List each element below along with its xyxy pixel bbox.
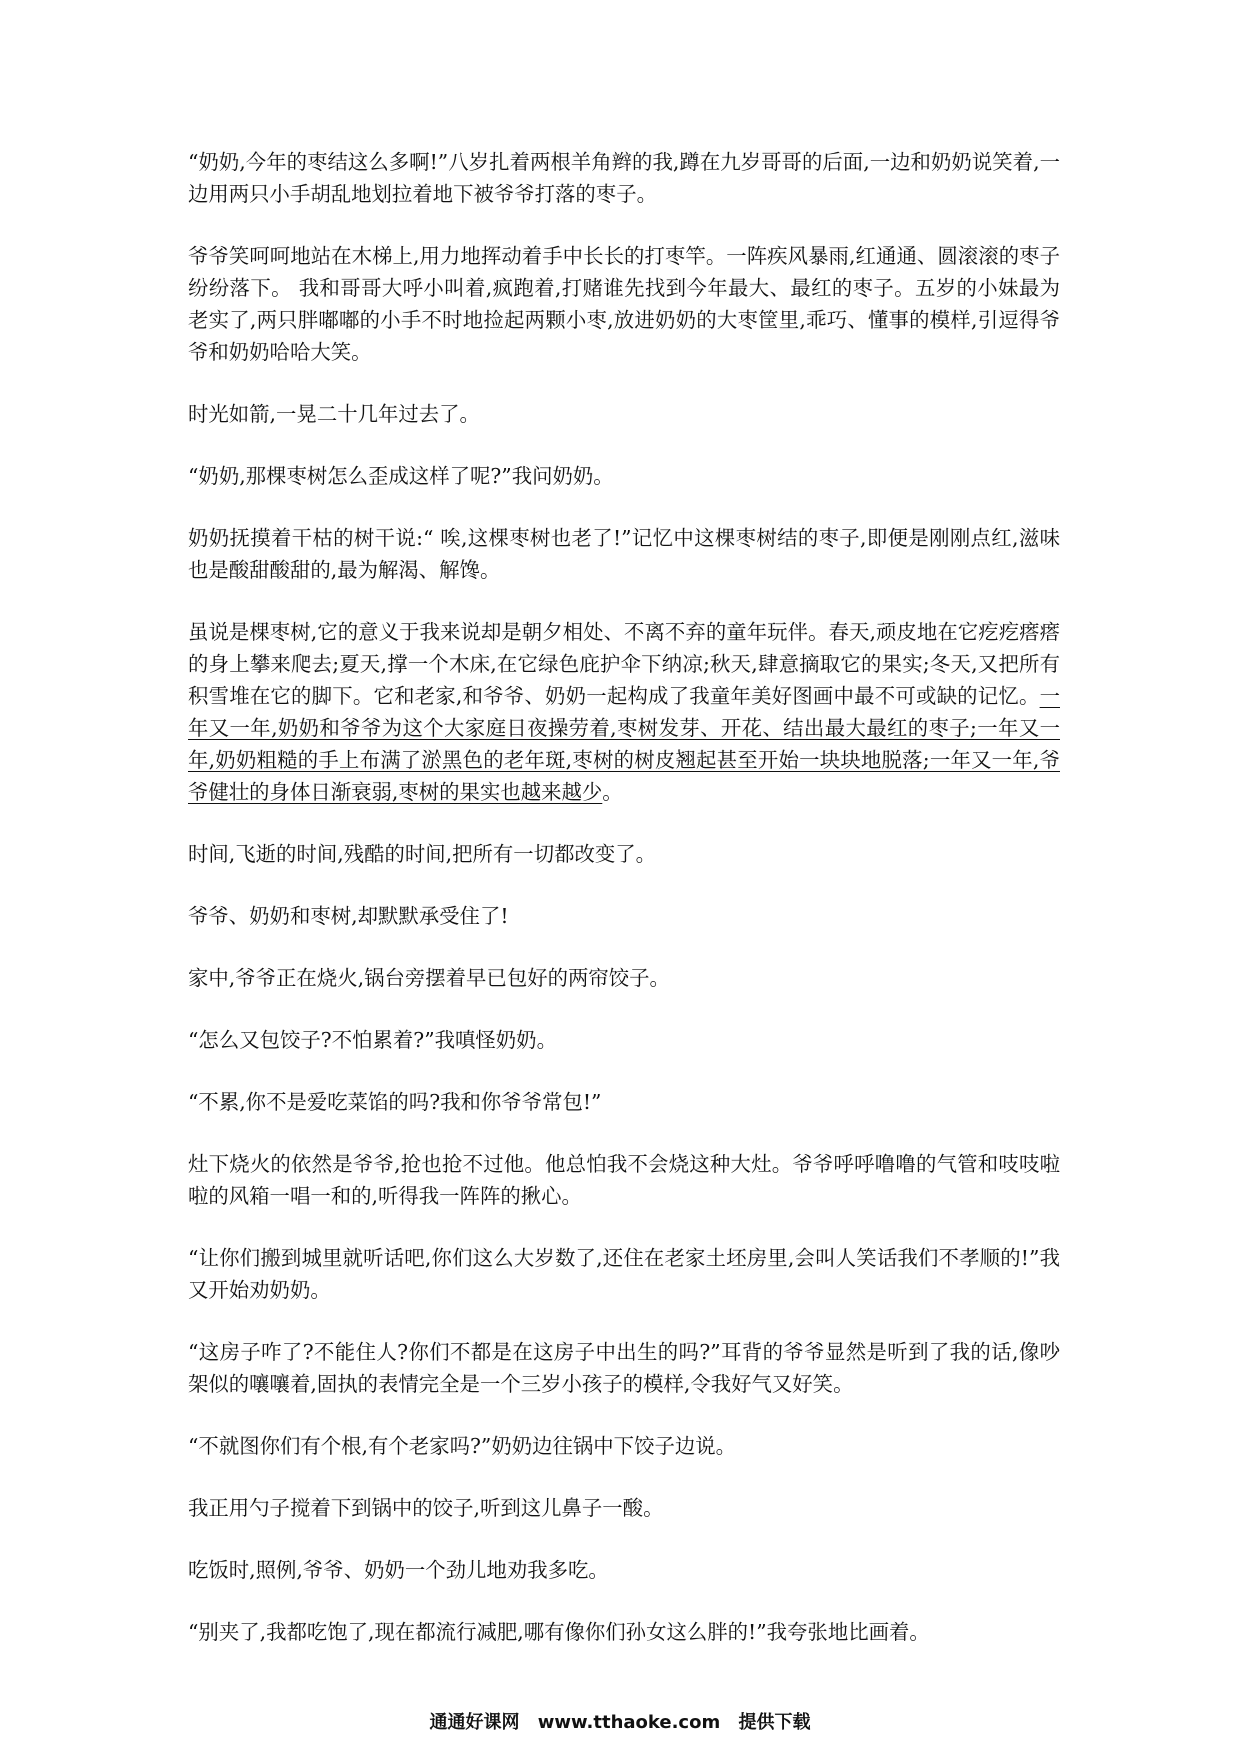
paragraph: “这房子咋了?不能住人?你们不都是在这房子中出生的吗?”耳背的爷爷显然是听到了我的话,像吵架似的嚷嚷着,固执的表情完全是一个三岁小孩子的模样,令我好气又好笑。 xyxy=(188,1340,1060,1396)
paragraph: 爷爷笑呵呵地站在木梯上,用力地挥动着手中长长的打枣竿。一阵疾风暴雨,红通通、圆滚滚的枣子纷纷落下。 我和哥哥大呼小叫着,疯跑着,打赌谁先找到今年最大、最红的枣子。五岁的小妹最为老实了,两只胖嘟嘟的小手不时地捡起两颗小枣,放进奶奶的大枣筐里,乖巧、懂事的模样,引逗得爷爷和奶奶哈哈大笑。 xyxy=(188,244,1060,364)
underlined-passage: 一年又一年,奶奶和爷爷为这个大家庭日夜操劳着,枣树发芽、开花、结出最大最红的枣子;一年又一年,奶奶粗糙的手上布满了淤黑色的老年斑,枣树的树皮翘起甚至开始一块块地脱落;一年又一年,爷爷健壮的身体日渐衰弱,枣树的果实也越来越少 xyxy=(188,684,1060,804)
paragraph: “让你们搬到城里就听话吧,你们这么大岁数了,还住在老家土坯房里,会叫人笑话我们不孝顺的!”我又开始劝奶奶。 xyxy=(188,1246,1060,1302)
paragraph: 家中,爷爷正在烧火,锅台旁摆着早已包好的两帘饺子。 xyxy=(188,966,670,990)
paragraph xyxy=(188,616,1060,808)
footer-url: www.tthaoke.com xyxy=(537,1712,721,1733)
paragraph: “奶奶,那棵枣树怎么歪成这样了呢?”我问奶奶。 xyxy=(188,464,614,488)
paragraph: 吃饭时,照例,爷爷、奶奶一个劲儿地劝我多吃。 xyxy=(188,1558,609,1582)
paragraph: “不就图你们有个根,有个老家吗?”奶奶边往锅中下饺子边说。 xyxy=(188,1434,737,1458)
paragraph: “不累,你不是爱吃菜馅的吗?我和你爷爷常包!” xyxy=(188,1090,602,1114)
footer-site-name: 通通好课网 xyxy=(429,1712,520,1733)
paragraph: 我正用勺子搅着下到锅中的饺子,听到这儿鼻子一酸。 xyxy=(188,1496,664,1520)
paragraph: “怎么又包饺子?不怕累着?”我嗔怪奶奶。 xyxy=(188,1028,557,1052)
paragraph: 爷爷、奶奶和枣树,却默默承受住了! xyxy=(188,904,509,928)
paragraph: 奶奶抚摸着干枯的树干说:“ 唉,这棵枣树也老了!”记忆中这棵枣树结的枣子,即便是刚刚点红,滋味也是酸甜酸甜的,最为解渴、解馋。 xyxy=(188,526,1060,582)
footer-note: 提供下载 xyxy=(738,1712,811,1733)
paragraph: 灶下烧火的依然是爷爷,抢也抢不过他。他总怕我不会烧这种大灶。爷爷呼呼噜噜的气管和吱吱啦啦的风箱一唱一和的,听得我一阵阵的揪心。 xyxy=(188,1152,1060,1208)
article-body xyxy=(188,146,1060,1648)
paragraph: “奶奶,今年的枣结这么多啊!”八岁扎着两根羊角辫的我,蹲在九岁哥哥的后面,一边和奶奶说笑着,一边用两只小手胡乱地划拉着地下被爷爷打落的枣子。 xyxy=(188,150,1060,206)
paragraph-text-end: 。 xyxy=(602,780,623,804)
paragraph: 时间,飞逝的时间,残酷的时间,把所有一切都改变了。 xyxy=(188,842,657,866)
paragraph-text: 虽说是棵枣树,它的意义于我来说却是朝夕相处、不离不弃的童年玩伴。春天,顽皮地在它疙疙瘩瘩的身上攀来爬去;夏天,撑一个木床,在它绿色庇护伞下纳凉;秋天,肆意摘取它的果实;冬天,又把所有积雪堆在它的脚下。它和老家,和爷爷、奶奶一起构成了我童年美好图画中最不可或缺的记忆。 xyxy=(188,620,1060,708)
paragraph: 时光如箭,一晃二十几年过去了。 xyxy=(188,402,480,426)
page-footer xyxy=(0,1708,1240,1734)
paragraph: “别夹了,我都吃饱了,现在都流行减肥,哪有像你们孙女这么胖的!”我夸张地比画着。 xyxy=(188,1620,930,1644)
